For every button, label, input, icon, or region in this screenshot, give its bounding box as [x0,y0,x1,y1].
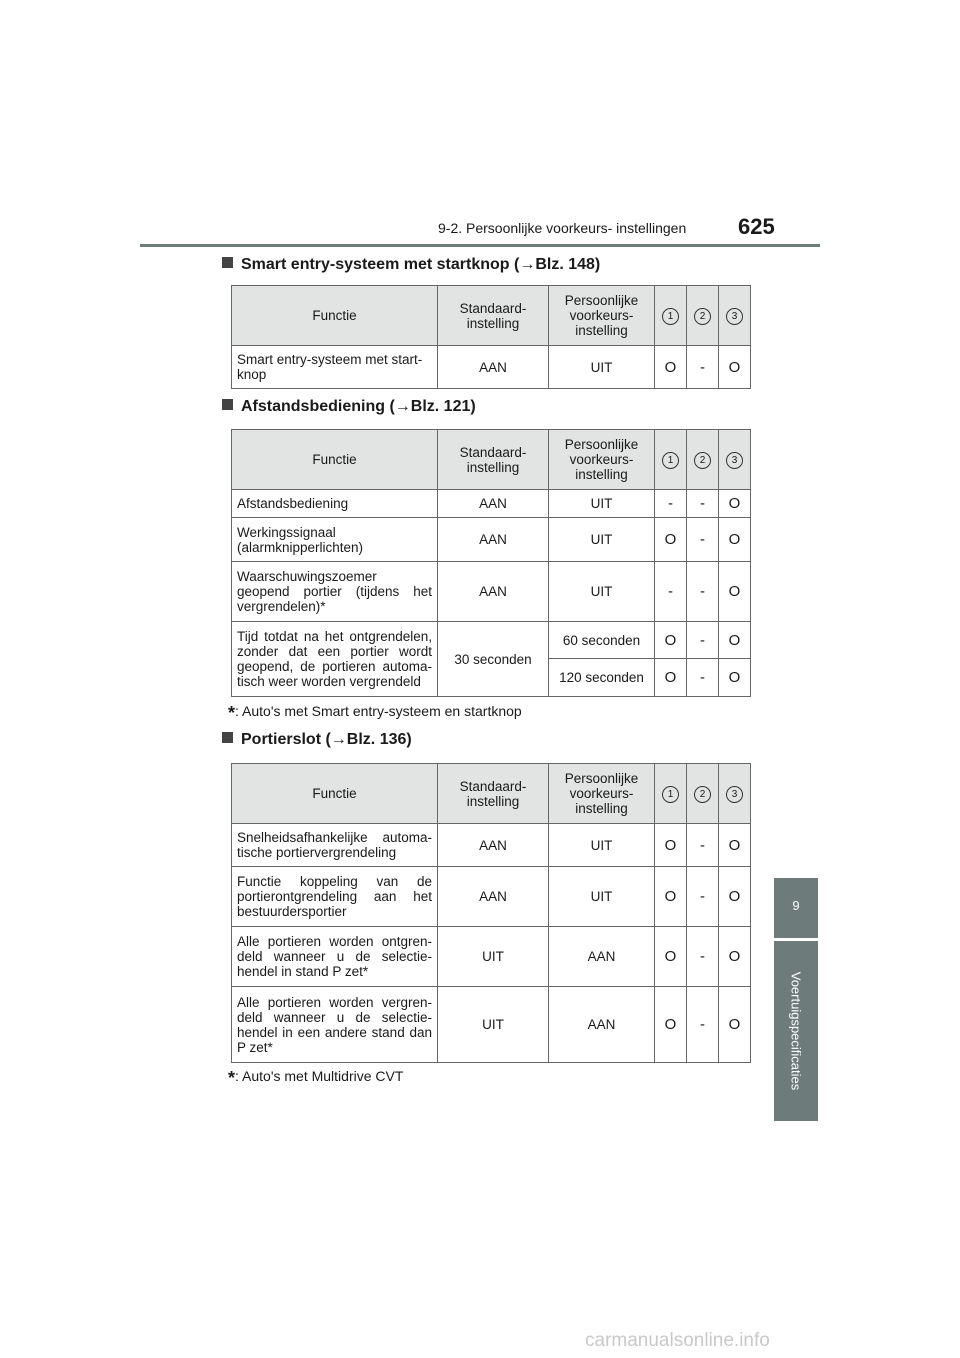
default-cell: UIT [438,987,549,1063]
footnote-marker: * [228,703,236,723]
function-cell: Functie koppeling van de portierontgrendeling aan het bestuurdersportier [232,867,438,927]
mark-cell-3: O [719,867,751,927]
table-row [232,346,751,389]
mark-cell-3: O [719,659,751,697]
function-cell: Werkingssignaal (alarmknipperlichten) [232,518,438,562]
chapter-tab-title [774,941,818,1121]
function-cell: Alle portieren worden ontgren-deld wanneer u de selectie-hendel in stand P zet* [232,927,438,987]
mark-cell-3: O [719,562,751,622]
col-header-standaard: Standaard-instelling [438,286,549,346]
page-reference-link[interactable]: Blz. 121) [410,398,476,415]
col-header-2: 2 [694,308,711,325]
mark-cell-1: O [655,346,687,389]
col-header-persoonlijk: Persoonlijke voorkeurs-instelling [549,430,655,490]
col-header-standaard: Standaard-instelling [438,764,549,824]
arrow-icon: → [519,256,536,273]
table-smart-entry [231,285,751,389]
section-title: Portierslot ( [241,731,331,748]
mark-cell-1: O [655,987,687,1063]
col-header-1: 1 [662,452,679,469]
mark-cell-2: - [687,346,719,389]
mark-cell-1: O [655,824,687,867]
table-row [232,867,751,927]
table-row [232,622,751,659]
section-heading-smart-entry [222,256,600,274]
default-cell: AAN [438,824,549,867]
footnote-marker: * [228,1068,236,1088]
mark-cell-3: O [719,824,751,867]
page-header-title: 9-2. Persoonlijke voorkeurs- instellingen [438,220,687,236]
col-header-persoonlijk: Persoonlijke voorkeurs-instelling [549,764,655,824]
mark-cell-1: O [655,867,687,927]
mark-cell-2: - [687,927,719,987]
section-title: Afstandsbediening ( [241,398,395,415]
col-header-standaard: Standaard-instelling [438,430,549,490]
mark-cell-1: - [655,490,687,518]
table-row [232,518,751,562]
col-header-persoonlijk: Persoonlijke voorkeurs-instelling [549,286,655,346]
col-header-functie: Functie [232,764,438,824]
col-header-functie: Functie [232,430,438,490]
custom-cell: AAN [549,927,655,987]
custom-cell: UIT [549,490,655,518]
table-afstandsbediening [231,429,751,697]
mark-cell-2: - [687,562,719,622]
header-divider [140,244,820,247]
default-cell: 30 seconden [438,622,549,697]
function-cell: Tijd totdat na het ontgrendelen, zonder dat een portier wordt geopend, de portieren automa-tisch weer worden vergrendeld [232,622,438,697]
col-header-1: 1 [662,308,679,325]
watermark: carmanualsonline.info [585,1330,770,1351]
function-cell: Waarschuwingszoemer geopend portier (tijdens het vergrendelen)* [232,562,438,622]
custom-cell: 120 seconden [549,659,655,697]
table-row [232,824,751,867]
section-heading-afstandsbediening [222,398,476,416]
custom-cell: 60 seconden [549,622,655,659]
mark-cell-2: - [687,867,719,927]
mark-cell-1: O [655,927,687,987]
custom-cell: UIT [549,867,655,927]
section-heading-portierslot [222,731,412,749]
page-reference-link[interactable]: Blz. 136) [346,731,412,748]
mark-cell-1: - [655,562,687,622]
custom-cell: UIT [549,518,655,562]
table-header-row [232,764,751,824]
section-title: Smart entry-systeem met startknop ( [241,256,520,273]
function-cell: Afstandsbediening [232,490,438,518]
footnote-text: : Auto's met Multidrive CVT [235,1068,404,1084]
arrow-icon: → [394,398,411,415]
col-header-3: 3 [726,452,743,469]
table-header-row [232,430,751,490]
function-cell: Alle portieren worden vergren-deld wanneer u de selectie-hendel in een andere stand dan P zet* [232,987,438,1063]
table-row [232,562,751,622]
mark-cell-1: O [655,659,687,697]
table-row [232,490,751,518]
mark-cell-2: - [687,659,719,697]
arrow-icon: → [330,731,347,748]
mark-cell-3: O [719,346,751,389]
table-row [232,987,751,1063]
col-header-1: 1 [662,786,679,803]
mark-cell-2: - [687,622,719,659]
col-header-3: 3 [726,308,743,325]
function-cell: Snelheidsafhankelijke automa-tische portiervergrendeling [232,824,438,867]
mark-cell-2: - [687,518,719,562]
function-cell: Smart entry-systeem met start-knop [232,346,438,389]
square-bullet-icon [222,399,233,410]
footnote-text: : Auto's met Smart entry-systeem en startknop [235,703,522,719]
mark-cell-3: O [719,490,751,518]
square-bullet-icon [222,732,233,743]
custom-cell: AAN [549,987,655,1063]
chapter-title: Voertuigspecificaties [788,971,804,1091]
square-bullet-icon [222,257,233,268]
page-number: 625 [738,214,775,239]
default-cell: AAN [438,867,549,927]
mark-cell-3: O [719,927,751,987]
default-cell: AAN [438,490,549,518]
col-header-3: 3 [726,786,743,803]
page-reference-link[interactable]: Blz. 148) [535,256,601,273]
default-cell: AAN [438,346,549,389]
chapter-tab-number [774,878,818,938]
col-header-2: 2 [694,452,711,469]
table-header-row [232,286,751,346]
mark-cell-3: O [719,622,751,659]
custom-cell: UIT [549,562,655,622]
table-portierslot [231,763,751,1063]
col-header-functie: Functie [232,286,438,346]
mark-cell-3: O [719,987,751,1063]
custom-cell: UIT [549,346,655,389]
chapter-number: 9 [792,898,800,913]
col-header-2: 2 [694,786,711,803]
footnote-multidrive [228,1068,403,1089]
mark-cell-1: O [655,518,687,562]
footnote-smart-entry [228,703,522,724]
mark-cell-2: - [687,490,719,518]
table-row [232,927,751,987]
mark-cell-2: - [687,824,719,867]
mark-cell-1: O [655,622,687,659]
default-cell: AAN [438,518,549,562]
mark-cell-3: O [719,518,751,562]
default-cell: UIT [438,927,549,987]
default-cell: AAN [438,562,549,622]
mark-cell-2: - [687,987,719,1063]
custom-cell: UIT [549,824,655,867]
